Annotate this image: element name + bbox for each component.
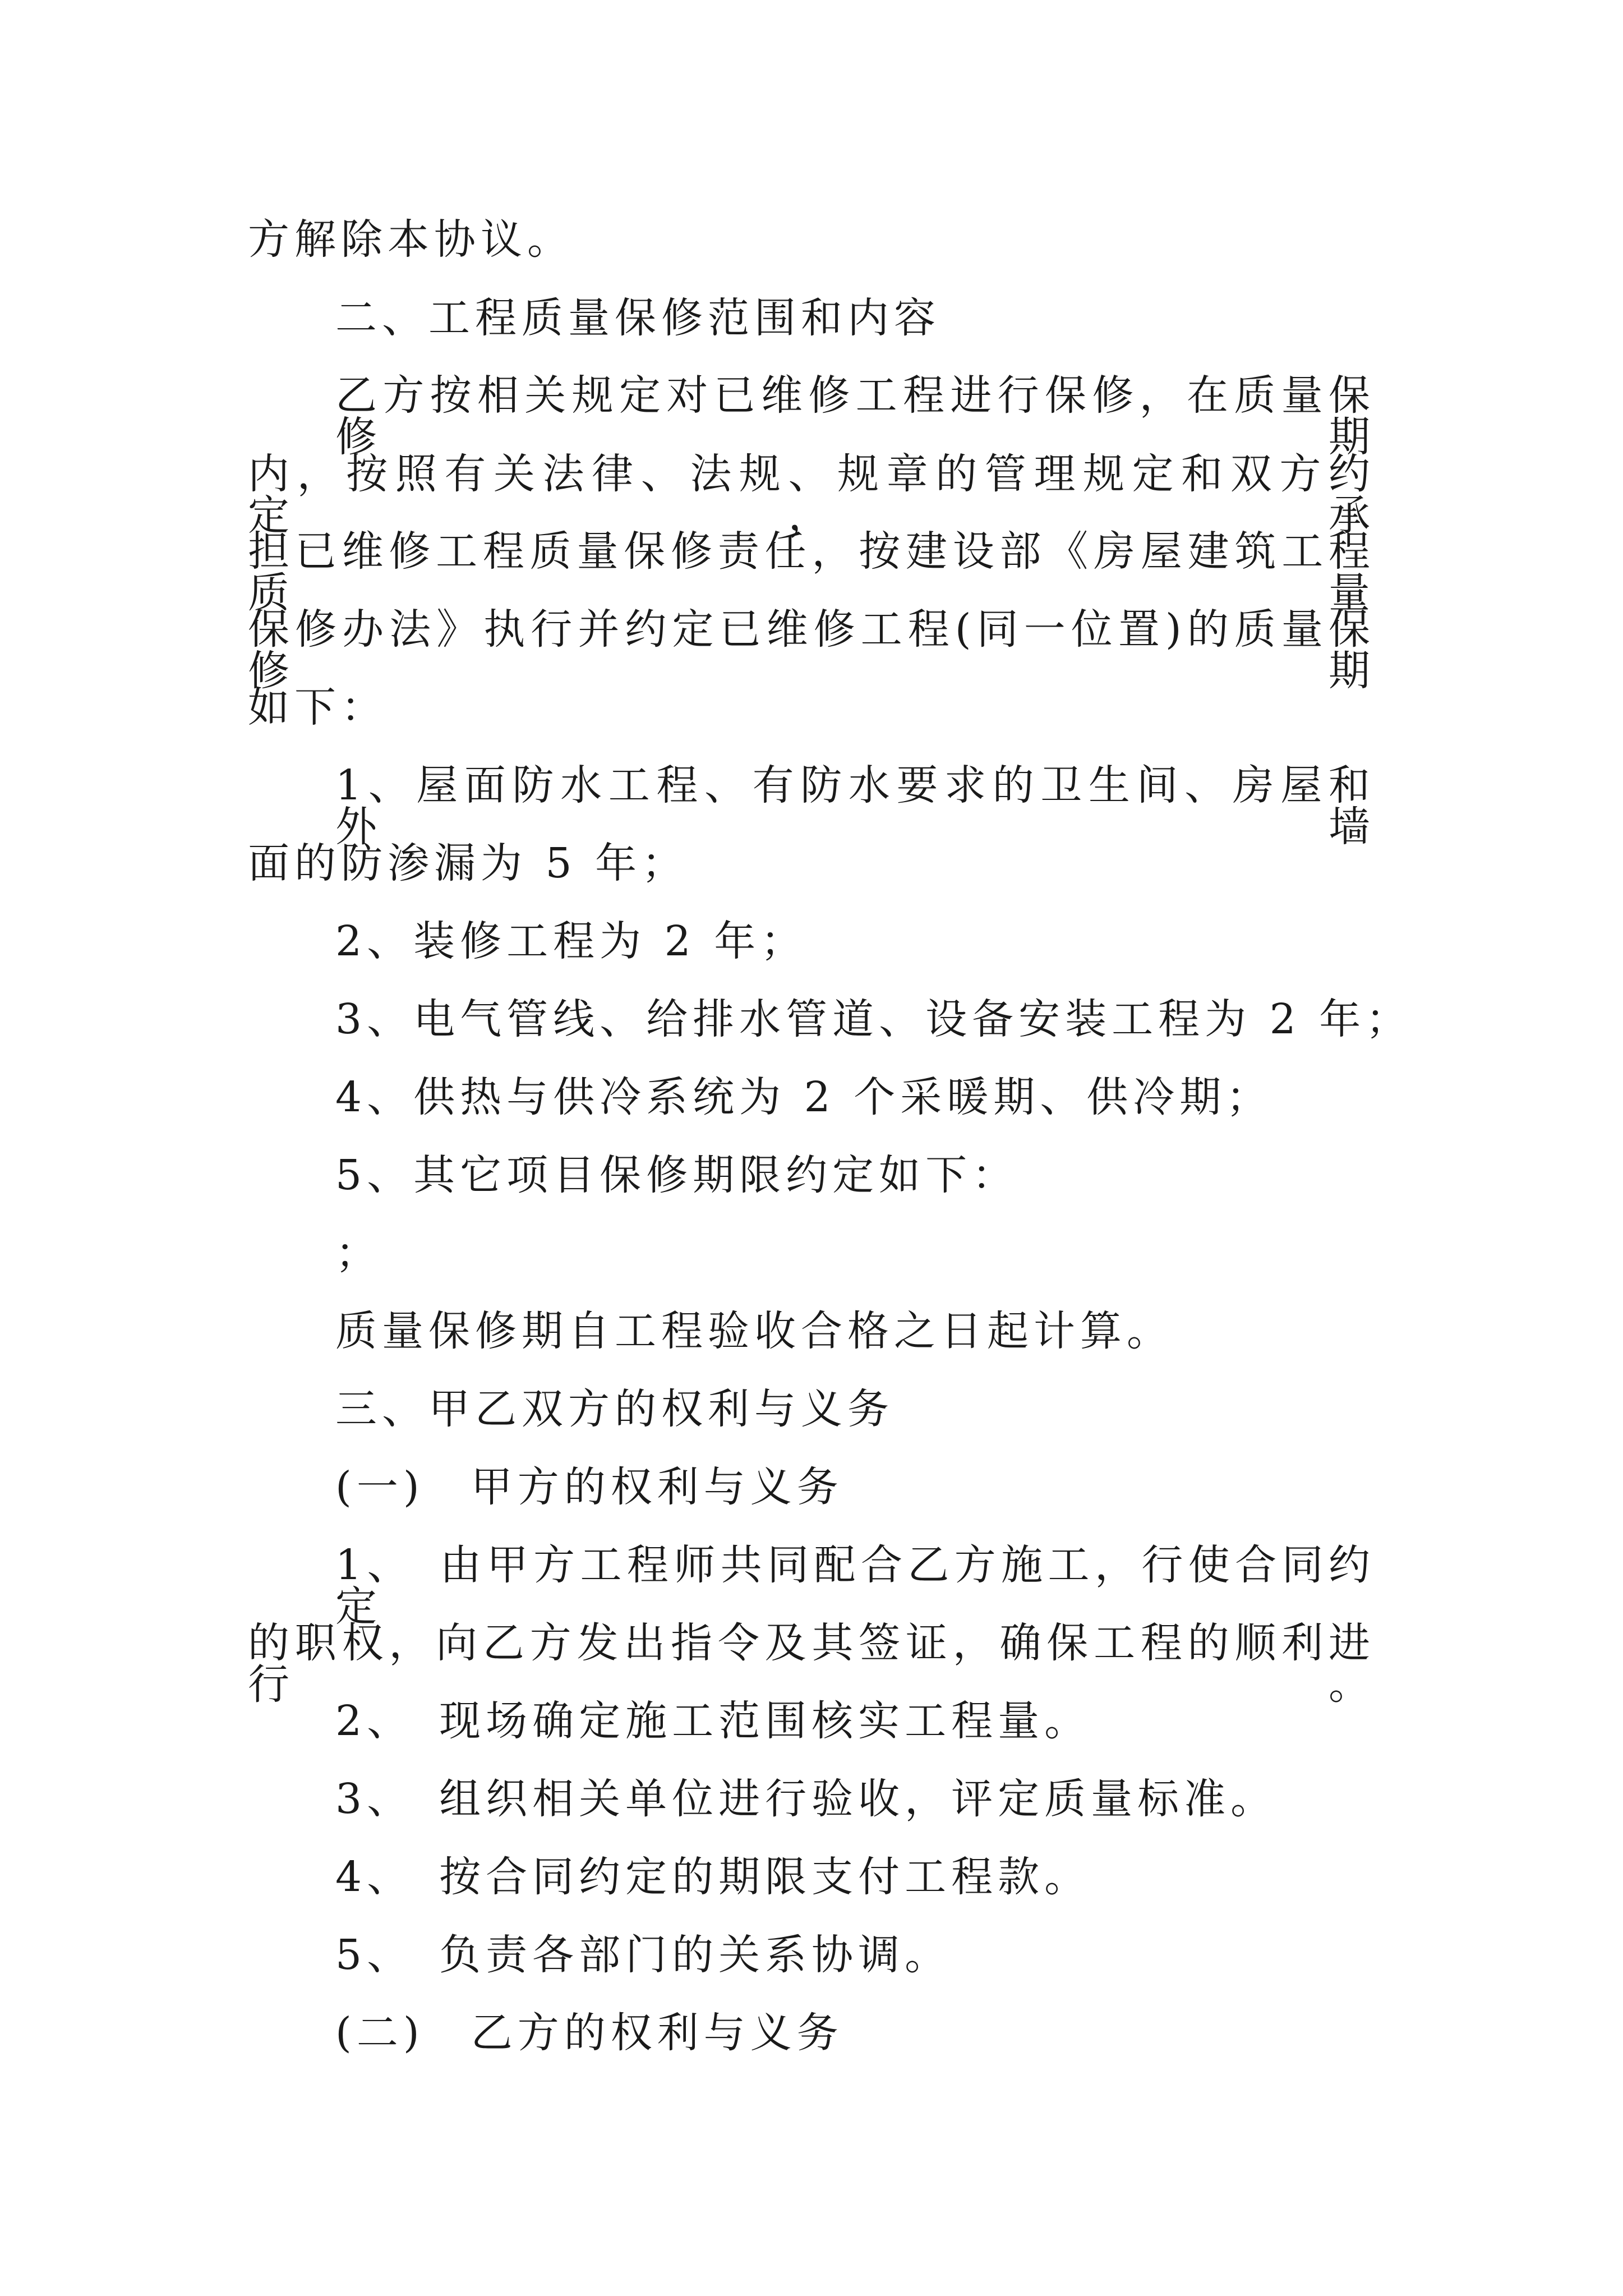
text-line-3: 乙方按相关规定对已维修工程进行保修，在质量保修期: [335, 371, 1375, 461]
list-item-4: 4、供热与供冷系统为 2 个采暖期、供冷期；: [335, 1073, 1273, 1121]
text-line-15: 质量保修期自工程验收合格之日起计算。: [335, 1307, 1173, 1355]
list-item-5: 5、其它项目保修期限约定如下：: [335, 1151, 1019, 1199]
duty-item-5: 5、 负责各部门的关系协调。: [335, 1931, 952, 1979]
text-line-semicolon: ；: [335, 1229, 382, 1277]
text-line-4: 内，按照有关法律、法规、规章的管理规定和双方约定，承: [248, 450, 1375, 540]
text-line-7: 如下：: [248, 683, 388, 731]
list-item-3: 3、电气管线、给排水管道、设备安装工程为 2 年；: [335, 995, 1413, 1043]
duty-item-2: 2、 现场确定施工范围核实工程量。: [335, 1697, 1091, 1745]
subsection-heading-2: (二) 乙方的权利与义务: [335, 2009, 843, 2057]
duty-item-4: 4、 按合同约定的期限支付工程款。: [335, 1853, 1091, 1901]
list-item-2: 2、装修工程为 2 年；: [335, 917, 808, 965]
duty-item-1: 1、 由甲方工程师共同配合乙方施工，行使合同约定: [335, 1541, 1375, 1631]
list-item-1: 1、屋面防水工程、有防水要求的卫生间、房屋和外墙: [335, 761, 1375, 851]
section-heading-3: 三、甲乙双方的权利与义务: [335, 1385, 894, 1433]
text-line-6: 保修办法》执行并约定已维修工程(同一位置)的质量保修期: [248, 605, 1375, 695]
duty-item-3: 3、 组织相关单位进行验收，评定质量标准。: [335, 1775, 1278, 1823]
text-line-1: 方解除本协议。: [248, 215, 574, 264]
list-item-1-cont: 面的防渗漏为 5 年；: [248, 839, 689, 887]
section-heading-2: 二、工程质量保修范围和内容: [335, 294, 940, 342]
subsection-heading-1: (一) 甲方的权利与义务: [335, 1463, 843, 1511]
text-line-5: 担已维修工程质量保修责任，按建设部《房屋建筑工程质量: [248, 527, 1375, 617]
duty-item-1-cont: 的职权，向乙方发出指令及其签证，确保工程的顺利进行。: [248, 1619, 1375, 1709]
